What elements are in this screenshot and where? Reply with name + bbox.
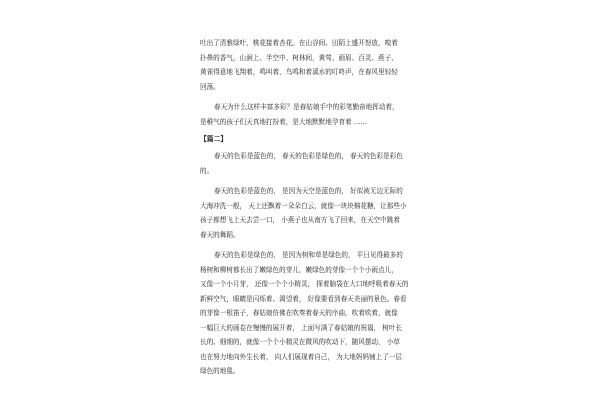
paragraph-why-colorful bbox=[200, 100, 412, 129]
paragraph-spring-colors-intro bbox=[200, 149, 412, 178]
text-line: 大海冲洗一般， 天上还飘着一朵朵白云，就像一块块棉花糖，让那些小 bbox=[200, 201, 407, 210]
paragraph-spring-flowers bbox=[200, 36, 412, 94]
text-line: 杨树和柳树都长出了嫩绿色的芽儿，嫩绿色的芽像一个个小雨点儿， bbox=[200, 265, 398, 274]
text-line: 也在努力地向外生长着， 向人们展现着自己， 为大地妈妈铺上了一层 bbox=[200, 352, 403, 361]
text-line: 是稚气的孩子们天真地打扮着，是大地默默地孕育着 …… bbox=[200, 117, 367, 126]
text-line: 回荡。 bbox=[200, 82, 220, 91]
paragraph-spring-blue bbox=[200, 184, 412, 242]
text-line: 春天的色彩是绿色的， 是因为树和草是绿色的， 平日见得最多的 bbox=[214, 251, 403, 259]
text-line: 一幅巨大的画卷在慢慢的展开着， 上面写满了春姑娘的祝福， 树叶长 bbox=[200, 323, 403, 332]
text-line: 吐出了清雅绿叶，桃花接着杏花。在山谷间、田陌上盛开怒放，嗅着 bbox=[200, 39, 398, 47]
text-line: 的。 bbox=[200, 166, 214, 175]
text-line: 长的、细细的，就像一个个小精灵在微风的吹动下，随风摆动， 小草 bbox=[200, 338, 400, 346]
text-line: 扑鼻的香气，山涧上、半空中、树林间，黄莺、画眉、百灵、燕子、 bbox=[200, 53, 398, 62]
text-line: 黄雀得意地飞翔着，鸣叫着，鸟鸣和着溪水的叮咚声，在春风里轻轻 bbox=[200, 68, 398, 76]
text-line: 又像一个小月芽， 还像一个个小精灵， 探着脑袋在大口地呼吸着春天的 bbox=[200, 280, 409, 288]
text-line: 的芽像一根笛子，春姑娘仿佛在吹奏着春天的序曲，吹着吹着，就像 bbox=[200, 309, 398, 317]
text-line: 新鲜空气，眼睛是闪烁着、渴望着， 好像要看到春天美丽的景色。春看 bbox=[200, 294, 407, 303]
text-line: 春天的色彩是蓝色的， 是因为天空是蓝色的， 好似被无边无际的 bbox=[214, 187, 403, 195]
section-heading: 【篇二】 bbox=[200, 135, 228, 143]
text-line: 春天的舞蹈。 bbox=[200, 230, 240, 239]
text-line: 绿色的地毯。 bbox=[200, 367, 240, 375]
text-line: 春天为什么这样丰富多彩？是春姑娘手中的彩笔勤奋地挥动着， bbox=[214, 103, 399, 111]
text-line: 孩子都想飞上天去尝一口， 小燕子也从南方飞了回来，在天空中跳着 bbox=[200, 216, 400, 224]
paragraph-spring-green bbox=[200, 248, 412, 379]
text-line: 春天的色彩是蓝色的， 春天的色彩是绿色的， 春天的色彩是彩色 bbox=[214, 152, 403, 160]
document-page bbox=[200, 36, 412, 379]
